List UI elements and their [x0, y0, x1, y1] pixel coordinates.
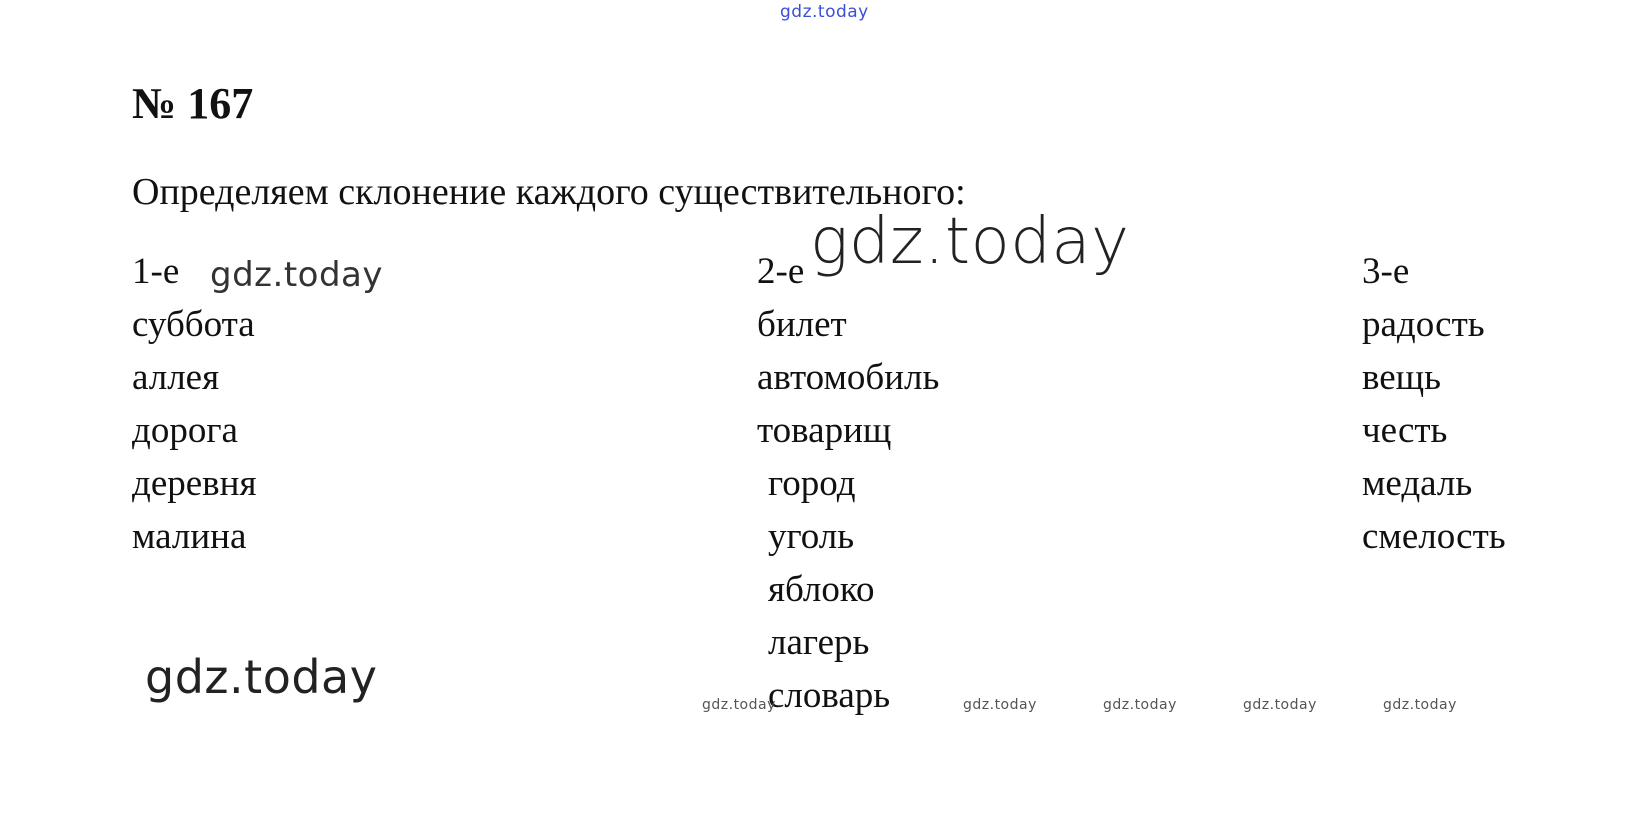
word-item: лагерь — [768, 622, 870, 663]
column-heading: 1-е — [132, 251, 180, 292]
column-heading: 2-е — [757, 251, 805, 292]
word-item: дорога — [132, 410, 238, 451]
word-item: вещь — [1362, 357, 1442, 398]
watermark-column: gdz.today — [210, 255, 383, 295]
task-number: № 167 — [132, 79, 254, 128]
watermark-small: gdz.today — [1103, 697, 1177, 713]
word-item: медаль — [1362, 463, 1473, 504]
watermark-bottom-left: gdz.today — [145, 650, 378, 704]
word-item: суббота — [132, 304, 255, 345]
word-item: уголь — [768, 516, 855, 557]
word-item: смелость — [1362, 516, 1506, 557]
word-item: товарищ — [757, 410, 892, 451]
watermark-small: gdz.today — [702, 697, 776, 713]
word-item: билет — [757, 304, 847, 345]
word-item: город — [768, 463, 856, 504]
watermark-small: gdz.today — [1383, 697, 1457, 713]
word-item: словарь — [768, 675, 891, 716]
declension-column-2 — [757, 245, 939, 722]
task-intro: Определяем склонение каждого существительного: — [132, 171, 966, 213]
word-item: яблоко — [768, 569, 875, 610]
word-item: автомобиль — [757, 357, 940, 398]
word-item: аллея — [132, 357, 220, 398]
declension-column-3 — [1362, 245, 1506, 563]
column-heading: 3-е — [1362, 251, 1410, 292]
word-item: честь — [1362, 410, 1448, 451]
word-item: радость — [1362, 304, 1485, 345]
watermark-top: gdz.today — [780, 2, 869, 22]
word-item: малина — [132, 516, 247, 557]
watermark-large: gdz.today — [810, 205, 1130, 279]
watermark-small: gdz.today — [1243, 697, 1317, 713]
word-item: деревня — [132, 463, 257, 504]
watermark-small: gdz.today — [963, 697, 1037, 713]
